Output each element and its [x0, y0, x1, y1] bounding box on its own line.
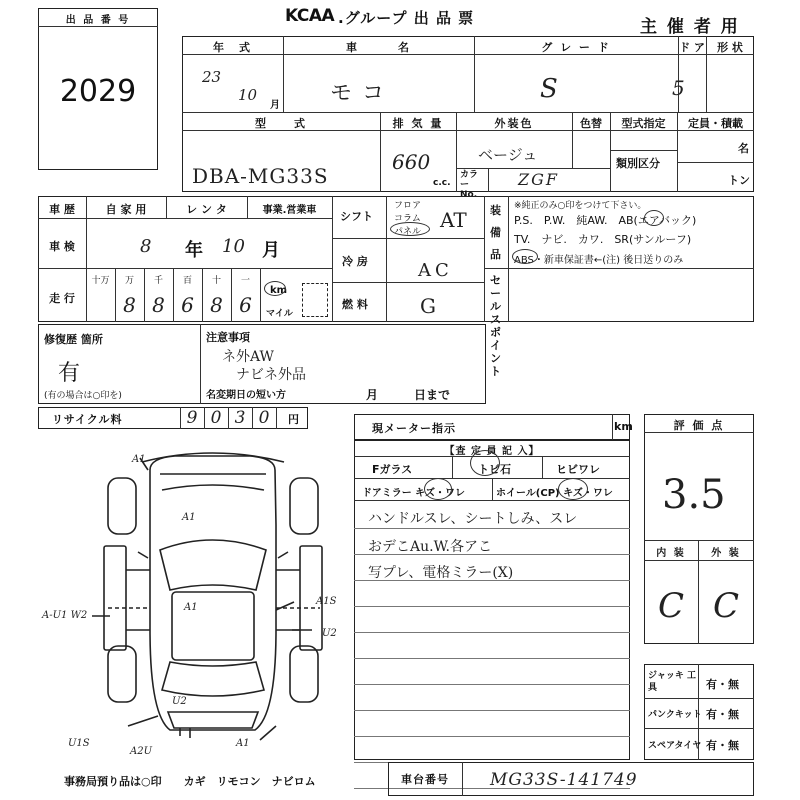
diagram-mark-10: A1 — [236, 738, 250, 749]
color-no-value: ZGF — [518, 170, 559, 189]
recycle-digit-3: 3 — [234, 408, 246, 428]
diagram-mark-2: A1 — [182, 512, 196, 523]
sheet-title: .グループ 出 品 票 — [338, 9, 475, 27]
rating-label: 評 価 点 — [673, 419, 725, 432]
color-no-label: カラー No. — [460, 170, 479, 200]
exterior-color-label: 外装色 — [494, 117, 534, 130]
inspector-line-2: おデこAu.W.各アこ — [368, 539, 492, 555]
inspector-line-1: ハンドルスレ、シートしみ、スレ — [368, 511, 578, 527]
diagram-mark-4: U2 — [322, 628, 337, 639]
inspection-month-unit: 月 — [262, 240, 280, 261]
ac-label: 冷 房 — [342, 255, 368, 268]
inspector-ruled-line — [354, 736, 630, 737]
displacement-value: 660 — [392, 150, 431, 174]
capacity-label: 定員・積載 — [688, 117, 743, 130]
equipment-line-1: P.S. P.W. 純AW. AB(エアバック) — [514, 214, 697, 227]
inspector-header: 【査 定 員 記 入】 — [444, 446, 540, 457]
punctkit-label: パンクキット — [648, 710, 702, 720]
meter-unit: km — [614, 420, 633, 433]
mileage-digit-3: 8 — [152, 293, 165, 317]
shift-value: AT — [440, 208, 467, 232]
lot-number-value: 2029 — [59, 74, 137, 109]
diagram-mark-3: A1S — [316, 596, 337, 607]
repair-value: 有 — [58, 361, 81, 386]
inspection-year-value: 8 — [140, 236, 152, 257]
recycle-label: リサイクル料 — [52, 413, 123, 426]
inspector-ruled-line — [354, 658, 630, 659]
shape-label: 形 状 — [717, 41, 743, 54]
mileage-digit-4: 6 — [181, 293, 194, 317]
history-option-business: 事業.営業車 — [262, 205, 317, 216]
displacement-label: 排 気 量 — [392, 117, 444, 130]
wheel-label: ホイール(CP) キズ・ワレ — [496, 488, 613, 499]
chassis-label: 車台番号 — [401, 773, 449, 786]
diagram-mark-8: U1S — [68, 738, 90, 749]
capacity-unit-tons: トン — [728, 174, 750, 187]
role-label: 主 催 者 用 — [640, 17, 740, 37]
repair-label: 修復歴 箇所 — [44, 333, 103, 346]
history-label: 車 歴 — [49, 203, 75, 216]
inspector-ruled-line — [354, 684, 630, 685]
chassis-value: MG33S-141749 — [490, 770, 638, 790]
office-note: 事務局預り品は○印 カギ リモコン ナビロム — [64, 775, 316, 788]
lot-number-label: 出 品 番 号 — [65, 15, 131, 26]
mileage-digit-label-1: 十万 — [91, 276, 110, 286]
notes-line-1: ネ外AW — [222, 349, 274, 365]
shift-option-column: コラム — [394, 214, 421, 224]
model-label: 型 式 — [255, 117, 307, 130]
recycle-digit-2: 0 — [210, 408, 222, 428]
mileage-digit-label-3: 千 — [153, 276, 163, 286]
meter-label: 現メーター指示 — [372, 422, 456, 435]
shift-label: シフト — [340, 210, 373, 223]
diagram-mark-7: U2 — [172, 696, 187, 707]
equipment-label: 装備品 — [490, 204, 501, 261]
jack-value: 有・無 — [706, 678, 739, 691]
inspector-line-3: 写プレ、電格ミラー(X) — [368, 565, 514, 581]
interior-value: C — [657, 586, 684, 626]
diagram-mark-5: A-U1 W2 — [42, 610, 88, 621]
inspector-ruled-line — [354, 606, 630, 607]
inspector-ruled-line — [354, 710, 630, 711]
rating-score: 3.5 — [662, 472, 726, 518]
inspection-label: 車 検 — [49, 240, 75, 253]
deadline-label: 名変期日の短い方 — [206, 390, 286, 401]
mileage-digit-label-4: 百 — [182, 276, 192, 286]
notes-label: 注意事項 — [206, 331, 250, 344]
doors-value: 5 — [672, 76, 685, 100]
car-name-label: 車 名 — [346, 41, 411, 54]
inspector-ruled-line — [354, 632, 630, 633]
car-damage-diagram — [42, 440, 350, 760]
interior-label: 内 装 — [656, 548, 686, 559]
sales-point-label: セールスポイント — [490, 274, 501, 378]
shift-option-floor: フロア — [394, 201, 422, 211]
punctkit-value: 有・無 — [706, 708, 739, 721]
diagram-mark-1: A1 — [132, 454, 146, 465]
inspector-ruled-line — [354, 528, 630, 529]
km-label: km — [270, 285, 288, 296]
mileage-digit-label-2: 万 — [124, 276, 134, 286]
month-value: 10 — [238, 86, 258, 104]
mileage-digit-label-5: 十 — [211, 276, 221, 286]
crack-label: ヒビワレ — [556, 463, 600, 476]
recycle-unit: 円 — [288, 413, 301, 426]
fuel-label: 燃 料 — [342, 298, 368, 311]
inspection-month-value: 10 — [222, 236, 245, 257]
mileage-digit-6: 6 — [239, 293, 252, 317]
mirror-label: ドアミラー キズ・ワレ — [362, 488, 465, 499]
doors-label: ド ア — [679, 41, 705, 54]
mileage-label: 走 行 — [49, 292, 75, 305]
history-option-private: 自 家 用 — [105, 203, 147, 216]
month-unit: 月 — [270, 100, 280, 111]
repair-note: (有の場合は○印を) — [44, 391, 122, 401]
mile-label: マイル — [266, 309, 293, 319]
deadline-day-unit: 日まで — [414, 388, 451, 402]
spare-label: スペアタイヤ — [648, 741, 702, 751]
km-circle-mark — [264, 281, 286, 296]
exterior-value: C — [712, 586, 739, 626]
panel-circle-mark — [390, 222, 430, 236]
model-value: DBA-MG33S — [192, 164, 329, 188]
fuel-value: G — [420, 294, 436, 318]
inspection-year-unit: 年 — [185, 240, 203, 261]
ac-value: AC — [418, 260, 453, 281]
grade-value: S — [540, 74, 558, 104]
grade-label: グ レ ー ド — [541, 41, 611, 54]
equipment-note: ※純正のみ○印をつけて下さい。 — [514, 201, 647, 211]
recycle-digit-1: 9 — [186, 408, 198, 428]
car-name-value: モコ — [330, 81, 395, 106]
kcaa-logo: KCAA — [285, 6, 335, 26]
abs-circle-mark — [512, 249, 538, 264]
spare-value: 有・無 — [706, 739, 739, 752]
diagram-mark-9: A2U — [130, 746, 153, 757]
year-label: 年 式 — [213, 41, 252, 54]
diagram-mark-6: A1 — [184, 602, 198, 613]
exterior-color-value: ベージュ — [478, 146, 538, 164]
repaint-label: 色替 — [580, 117, 602, 130]
mileage-digit-2: 8 — [123, 293, 136, 317]
recycle-digit-4: 0 — [258, 408, 270, 428]
chip-label: トビ石 — [478, 463, 511, 476]
wheel-scratch-circle-mark — [558, 478, 588, 500]
displacement-unit: c.c. — [433, 178, 451, 188]
mileage-digit-label-6: 一 — [240, 276, 250, 286]
mirror-scratch-circle-mark — [424, 478, 452, 500]
deadline-month-unit: 月 — [366, 388, 381, 402]
chip-circle-mark — [470, 450, 500, 476]
equipment-line-3: ABS・新車保証書←(注) 後日送りのみ — [514, 255, 684, 266]
jack-label: ジャッキ 工 具 — [648, 671, 705, 693]
year-value: 23 — [202, 68, 222, 86]
mileage-digit-5: 8 — [210, 293, 223, 317]
ab-circle-mark — [644, 210, 664, 226]
notes-line-2: ナビネ外品 — [236, 367, 306, 383]
shift-option-panel: パネル — [394, 227, 422, 237]
type-designation-label: 型式指定 — [621, 117, 666, 130]
category-label: 類別区分 — [616, 157, 660, 170]
windshield-label: Fガラス — [372, 463, 413, 476]
exterior-label: 外 装 — [711, 548, 741, 559]
equipment-line-2: TV. ナビ. カワ. SR(サンルーフ) — [514, 233, 692, 246]
capacity-unit-persons: 名 — [738, 142, 749, 155]
history-option-rental: レ ン タ — [186, 203, 227, 216]
